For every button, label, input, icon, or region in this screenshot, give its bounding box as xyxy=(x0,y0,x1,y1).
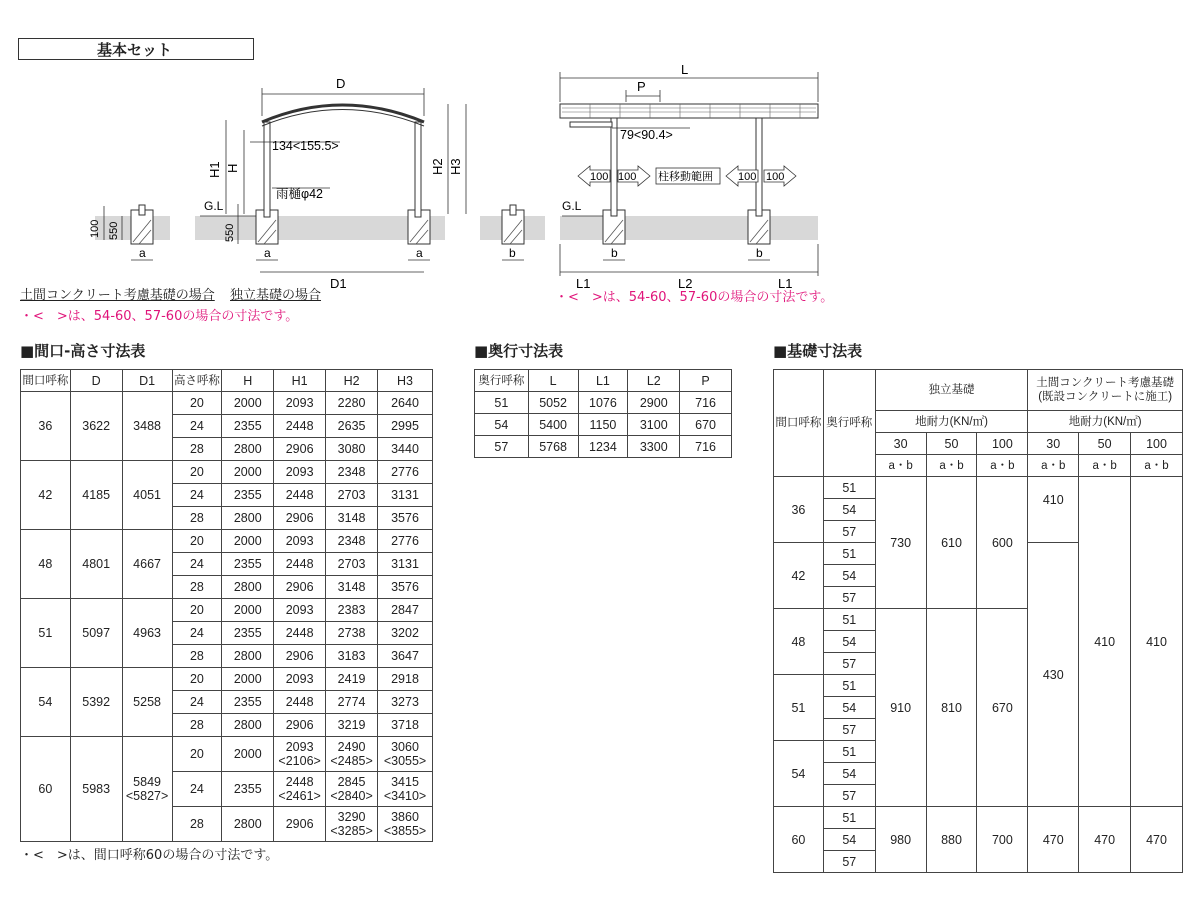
cell-value: 3290 xyxy=(337,810,366,824)
h-cell: 2800 xyxy=(222,645,274,668)
d1-cell xyxy=(122,737,172,842)
d-cell: 5983 xyxy=(70,737,122,842)
height-code-cell: 28 xyxy=(172,576,222,599)
depth-table xyxy=(474,369,732,458)
frontage-cell: 48 xyxy=(21,530,71,599)
frontage-cell: 60 xyxy=(21,737,71,842)
h3-cell: 3647 xyxy=(378,645,433,668)
h1-cell: 2906 xyxy=(274,438,326,461)
d1-cell: 5258 xyxy=(122,668,172,737)
table-cell: 5768 xyxy=(528,436,578,458)
h1-cell xyxy=(274,772,326,807)
h1-cell: 2093 xyxy=(274,461,326,484)
group-header xyxy=(1028,370,1183,411)
d-cell: 5392 xyxy=(70,668,122,737)
diagram-svg xyxy=(0,60,1200,300)
column-header: 奥行呼称 xyxy=(823,370,875,477)
table-cell: 716 xyxy=(680,436,732,458)
h1-cell xyxy=(274,737,326,772)
height-code-cell: 28 xyxy=(172,507,222,530)
h2-cell: 2738 xyxy=(326,622,378,645)
h1-cell: 2448 xyxy=(274,415,326,438)
h1-cell: 2448 xyxy=(274,691,326,714)
dim-p-label: P xyxy=(637,79,646,94)
h3-cell: 3576 xyxy=(378,507,433,530)
value-cell: 610 xyxy=(926,477,977,609)
frontage-cell: 51 xyxy=(774,675,824,741)
ab-header: a・b xyxy=(1131,455,1183,477)
column-header: P xyxy=(680,370,732,392)
frontage-cell: 36 xyxy=(21,392,71,461)
table-cell: 54 xyxy=(475,414,529,436)
frontage-cell: 54 xyxy=(21,668,71,737)
depth-cell: 51 xyxy=(823,675,875,697)
h3-cell xyxy=(378,772,433,807)
capacity-header: 100 xyxy=(977,433,1028,455)
table-row xyxy=(21,530,433,553)
group-header: 独立基礎 xyxy=(875,370,1028,411)
dim-550-label-2: 550 xyxy=(224,223,236,242)
dim-l1-label-2: L1 xyxy=(778,276,793,291)
h3-cell: 2776 xyxy=(378,461,433,484)
value-cell: 410 xyxy=(1079,477,1131,807)
capacity-header: 50 xyxy=(1079,433,1131,455)
dim-100-c: 100 xyxy=(738,171,757,183)
h1-cell: 2448 xyxy=(274,553,326,576)
h-cell: 2355 xyxy=(222,772,274,807)
h2-cell: 2348 xyxy=(326,530,378,553)
h1-cell: 2093 xyxy=(274,668,326,691)
h-cell: 2355 xyxy=(222,691,274,714)
value-cell: 670 xyxy=(977,609,1028,807)
h1-cell: 2906 xyxy=(274,714,326,737)
cell-value-alt: <2485> xyxy=(330,754,373,768)
dim-h1-label: H1 xyxy=(207,161,222,178)
h-cell: 2355 xyxy=(222,415,274,438)
table-cell: 51 xyxy=(475,392,529,414)
h2-cell: 2635 xyxy=(326,415,378,438)
frontage-height-table xyxy=(20,369,433,842)
d-cell: 3622 xyxy=(70,392,122,461)
dim-134-label: 134<155.5> xyxy=(272,139,339,153)
d-cell: 4185 xyxy=(70,461,122,530)
frontage-cell: 51 xyxy=(21,599,71,668)
cell-value-alt: <2461> xyxy=(278,789,321,803)
h1-cell: 2906 xyxy=(274,576,326,599)
group-header-line: (既設コンクリートに施工) xyxy=(1038,391,1173,403)
h1-cell: 2906 xyxy=(274,807,326,842)
cell-value: 2448 xyxy=(285,775,314,789)
depth-cell: 51 xyxy=(823,807,875,829)
h3-cell: 2847 xyxy=(378,599,433,622)
capacity-header: 50 xyxy=(926,433,977,455)
h-cell: 2800 xyxy=(222,576,274,599)
height-code-cell: 24 xyxy=(172,772,222,807)
h-cell: 2355 xyxy=(222,484,274,507)
heading-table1: ■間口-高さ寸法表 xyxy=(20,342,146,360)
cell-value: 2093 xyxy=(285,740,314,754)
h2-cell xyxy=(326,772,378,807)
depth-cell: 54 xyxy=(823,763,875,785)
gl-label-2: G.L xyxy=(562,199,582,213)
cell-value: 5849 xyxy=(133,775,161,789)
value-cell: 700 xyxy=(977,807,1028,873)
column-header: 間口呼称 xyxy=(774,370,824,477)
value-cell: 730 xyxy=(875,477,926,609)
cell-value-alt: <5827> xyxy=(125,789,169,803)
height-code-cell: 20 xyxy=(172,392,222,415)
value-cell: 910 xyxy=(875,609,926,807)
depth-cell: 54 xyxy=(823,697,875,719)
depth-cell: 57 xyxy=(823,785,875,807)
cell-value-alt: <3285> xyxy=(330,824,373,838)
d1-cell: 4051 xyxy=(122,461,172,530)
depth-cell: 51 xyxy=(823,543,875,565)
column-header: L1 xyxy=(578,370,628,392)
dim-l2-label: L2 xyxy=(678,276,693,291)
capacity-header: 100 xyxy=(1131,433,1183,455)
depth-cell: 57 xyxy=(823,851,875,873)
table-cell: 670 xyxy=(680,414,732,436)
value-cell: 430 xyxy=(1028,543,1079,807)
bearing-header: 地耐力(KN/㎡) xyxy=(875,411,1028,433)
heading-table3: ■基礎寸法表 xyxy=(773,342,863,360)
h-cell: 2355 xyxy=(222,622,274,645)
table-header-row xyxy=(21,370,433,392)
d-cell: 5097 xyxy=(70,599,122,668)
table-row xyxy=(21,461,433,484)
dim-100-a: 100 xyxy=(590,171,609,183)
h3-cell: 3718 xyxy=(378,714,433,737)
h-cell: 2000 xyxy=(222,461,274,484)
h2-cell: 3148 xyxy=(326,576,378,599)
ab-header: a・b xyxy=(875,455,926,477)
h-cell: 2800 xyxy=(222,438,274,461)
table-cell: 2900 xyxy=(628,392,680,414)
table-row xyxy=(475,392,732,414)
caption-independent: 独立基礎の場合 xyxy=(230,288,322,303)
dim-100-d: 100 xyxy=(766,171,785,183)
table-row xyxy=(475,436,732,458)
table-row xyxy=(21,737,433,772)
height-code-cell: 28 xyxy=(172,807,222,842)
h2-cell: 2383 xyxy=(326,599,378,622)
depth-cell: 57 xyxy=(823,719,875,741)
height-code-cell: 24 xyxy=(172,415,222,438)
frontage-cell: 42 xyxy=(774,543,824,609)
value-cell: 600 xyxy=(977,477,1028,609)
dim-d1-label: D1 xyxy=(330,276,347,291)
cell-value: 2845 xyxy=(337,775,366,789)
dim-a-label-3: a xyxy=(416,246,423,260)
h2-cell xyxy=(326,807,378,842)
value-cell: 470 xyxy=(1131,807,1183,873)
cell-value-alt: <2106> xyxy=(278,754,321,768)
h2-cell: 3148 xyxy=(326,507,378,530)
dim-550-label: 550 xyxy=(108,221,120,240)
depth-cell: 57 xyxy=(823,521,875,543)
dim-h-label: H xyxy=(225,163,240,173)
height-code-cell: 24 xyxy=(172,691,222,714)
dim-100-label: 100 xyxy=(89,219,101,238)
h2-cell: 2419 xyxy=(326,668,378,691)
note-left: ・< >は、54-60、57-60の場合の寸法です。 xyxy=(20,309,299,324)
h1-cell: 2448 xyxy=(274,484,326,507)
h3-cell xyxy=(378,737,433,772)
table-cell: 3100 xyxy=(628,414,680,436)
h2-cell xyxy=(326,737,378,772)
section-title: 基本セット xyxy=(18,38,254,60)
h3-cell: 2776 xyxy=(378,530,433,553)
depth-cell: 51 xyxy=(823,741,875,763)
cell-value: 2490 xyxy=(337,740,366,754)
h-cell: 2800 xyxy=(222,807,274,842)
depth-cell: 51 xyxy=(823,609,875,631)
caption-slab: 土間コンクリート考慮基礎の場合 xyxy=(20,288,215,303)
value-cell: 810 xyxy=(926,609,977,807)
value-cell: 880 xyxy=(926,807,977,873)
h-cell: 2800 xyxy=(222,507,274,530)
depth-cell: 54 xyxy=(823,565,875,587)
column-header: D1 xyxy=(122,370,172,392)
value-cell: 410 xyxy=(1131,477,1183,807)
h-cell: 2355 xyxy=(222,553,274,576)
column-header: H3 xyxy=(378,370,433,392)
heading-table2: ■奥行寸法表 xyxy=(474,342,564,360)
h1-cell: 2093 xyxy=(274,530,326,553)
cell-value: 3415 xyxy=(391,775,419,789)
note-table1: ・< >は、間口呼称60の場合の寸法です。 xyxy=(20,848,279,863)
frontage-cell: 60 xyxy=(774,807,824,873)
height-code-cell: 28 xyxy=(172,438,222,461)
cell-value-alt: <3055> xyxy=(383,754,427,768)
height-code-cell: 20 xyxy=(172,530,222,553)
bearing-header: 地耐力(KN/㎡) xyxy=(1028,411,1183,433)
group-header-line: 土間コンクリート考慮基礎 xyxy=(1036,377,1175,389)
table-cell: 1234 xyxy=(578,436,628,458)
table-cell: 57 xyxy=(475,436,529,458)
dim-h2-label: H2 xyxy=(430,158,445,175)
h3-cell: 2918 xyxy=(378,668,433,691)
table-cell: 3300 xyxy=(628,436,680,458)
h2-cell: 2280 xyxy=(326,392,378,415)
capacity-header: 30 xyxy=(875,433,926,455)
gl-label: G.L xyxy=(204,199,224,213)
dim-l-label: L xyxy=(681,62,689,77)
h-cell: 2000 xyxy=(222,530,274,553)
h-cell: 2000 xyxy=(222,392,274,415)
h1-cell: 2448 xyxy=(274,622,326,645)
value-cell: 980 xyxy=(875,807,926,873)
h3-cell: 3131 xyxy=(378,553,433,576)
height-code-cell: 24 xyxy=(172,622,222,645)
column-header: H2 xyxy=(326,370,378,392)
value-cell: 410 xyxy=(1028,477,1079,543)
cell-value-alt: <2840> xyxy=(330,789,373,803)
h3-cell: 3576 xyxy=(378,576,433,599)
table-cell: 5052 xyxy=(528,392,578,414)
foundation-table xyxy=(773,369,1183,873)
height-code-cell: 28 xyxy=(172,645,222,668)
table-row xyxy=(774,370,1183,411)
value-cell: 470 xyxy=(1028,807,1079,873)
value-cell: 470 xyxy=(1079,807,1131,873)
gutter-label: 雨樋φ42 xyxy=(276,187,324,201)
column-header: L2 xyxy=(628,370,680,392)
table-row xyxy=(21,668,433,691)
ab-header: a・b xyxy=(1079,455,1131,477)
depth-cell: 54 xyxy=(823,631,875,653)
h2-cell: 2348 xyxy=(326,461,378,484)
d1-cell: 3488 xyxy=(122,392,172,461)
h3-cell: 2640 xyxy=(378,392,433,415)
dim-79-label: 79<90.4> xyxy=(620,128,673,142)
cell-value: 3060 xyxy=(391,740,419,754)
column-header: 奥行呼称 xyxy=(475,370,529,392)
h3-cell: 3440 xyxy=(378,438,433,461)
table-row xyxy=(21,392,433,415)
dim-b-label: b xyxy=(509,246,516,260)
depth-cell: 57 xyxy=(823,587,875,609)
table-row xyxy=(774,477,1183,499)
h1-cell: 2093 xyxy=(274,599,326,622)
depth-cell: 57 xyxy=(823,653,875,675)
dim-b-label-3: b xyxy=(756,246,763,260)
h-cell: 2800 xyxy=(222,714,274,737)
dim-a-label: a xyxy=(139,246,146,260)
dim-100-b: 100 xyxy=(618,171,637,183)
d1-cell: 4667 xyxy=(122,530,172,599)
cell-value-alt: <3410> xyxy=(383,789,427,803)
column-header: H xyxy=(222,370,274,392)
table-cell: 5400 xyxy=(528,414,578,436)
table-cell: 1150 xyxy=(578,414,628,436)
capacity-header: 30 xyxy=(1028,433,1079,455)
dim-b-label-2: b xyxy=(611,246,618,260)
height-code-cell: 20 xyxy=(172,737,222,772)
column-header: H1 xyxy=(274,370,326,392)
h2-cell: 2774 xyxy=(326,691,378,714)
dim-a-label-2: a xyxy=(264,246,271,260)
d-cell: 4801 xyxy=(70,530,122,599)
frontage-cell: 42 xyxy=(21,461,71,530)
depth-cell: 54 xyxy=(823,829,875,851)
h3-cell: 2995 xyxy=(378,415,433,438)
ab-header: a・b xyxy=(977,455,1028,477)
table-cell: 1076 xyxy=(578,392,628,414)
h2-cell: 3219 xyxy=(326,714,378,737)
h2-cell: 3183 xyxy=(326,645,378,668)
dim-h3-label: H3 xyxy=(448,158,463,175)
h-cell: 2000 xyxy=(222,737,274,772)
table-row xyxy=(774,807,1183,829)
ab-header: a・b xyxy=(1028,455,1079,477)
h2-cell: 3080 xyxy=(326,438,378,461)
height-code-cell: 20 xyxy=(172,461,222,484)
h1-cell: 2906 xyxy=(274,507,326,530)
frontage-cell: 36 xyxy=(774,477,824,543)
table-row xyxy=(475,414,732,436)
h-cell: 2000 xyxy=(222,599,274,622)
range-label: 柱移動範囲 xyxy=(658,171,713,183)
table-row xyxy=(21,599,433,622)
cell-value-alt: <3855> xyxy=(383,824,427,838)
d1-cell: 4963 xyxy=(122,599,172,668)
height-code-cell: 24 xyxy=(172,553,222,576)
height-code-cell: 24 xyxy=(172,484,222,507)
column-header: 高さ呼称 xyxy=(172,370,222,392)
dim-l1-label: L1 xyxy=(576,276,591,291)
height-code-cell: 20 xyxy=(172,599,222,622)
h1-cell: 2093 xyxy=(274,392,326,415)
frontage-cell: 48 xyxy=(774,609,824,675)
h3-cell xyxy=(378,807,433,842)
cell-value: 3860 xyxy=(391,810,419,824)
h2-cell: 2703 xyxy=(326,484,378,507)
h2-cell: 2703 xyxy=(326,553,378,576)
table-cell: 716 xyxy=(680,392,732,414)
h3-cell: 3131 xyxy=(378,484,433,507)
h3-cell: 3202 xyxy=(378,622,433,645)
table-header-row xyxy=(475,370,732,392)
h1-cell: 2906 xyxy=(274,645,326,668)
h3-cell: 3273 xyxy=(378,691,433,714)
depth-cell: 51 xyxy=(823,477,875,499)
height-code-cell: 28 xyxy=(172,714,222,737)
frontage-cell: 54 xyxy=(774,741,824,807)
height-code-cell: 20 xyxy=(172,668,222,691)
depth-cell: 54 xyxy=(823,499,875,521)
column-header: D xyxy=(70,370,122,392)
column-header: 間口呼称 xyxy=(21,370,71,392)
note-right: ・< >は、54-60、57-60の場合の寸法です。 xyxy=(555,290,834,305)
dim-d-label: D xyxy=(336,76,346,91)
column-header: L xyxy=(528,370,578,392)
ab-header: a・b xyxy=(926,455,977,477)
h-cell: 2000 xyxy=(222,668,274,691)
